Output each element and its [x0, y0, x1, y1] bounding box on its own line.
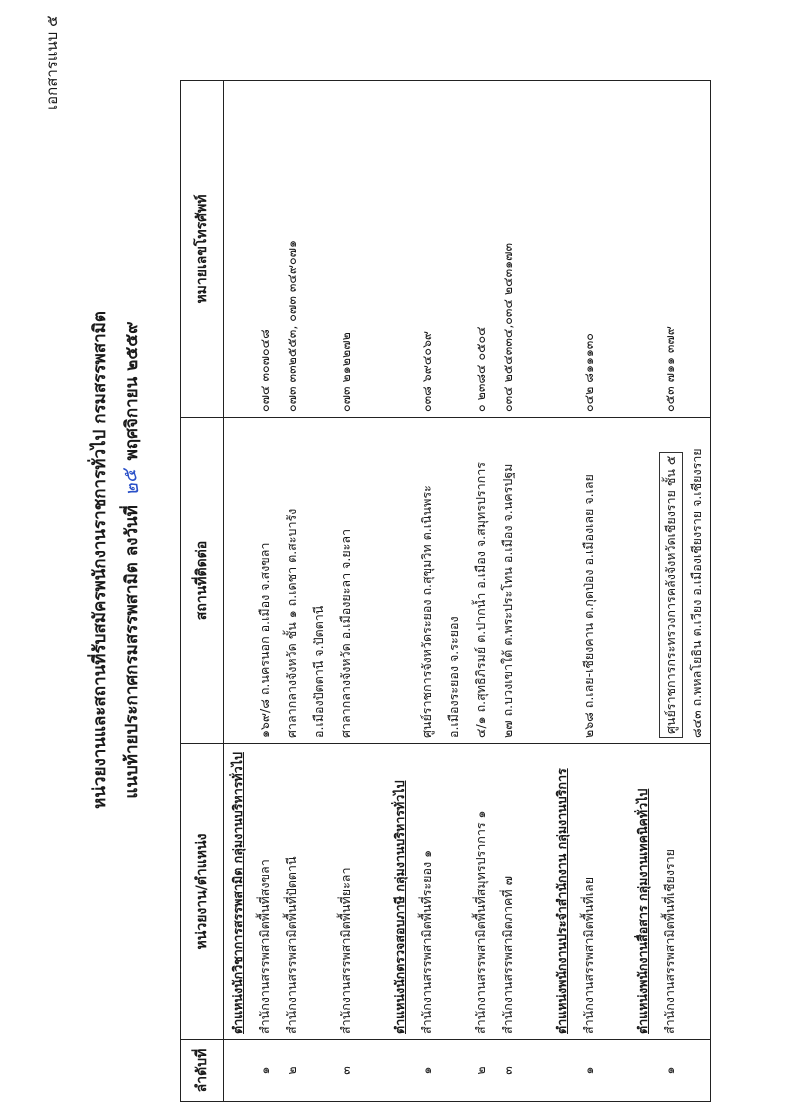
- header-address: สถานที่ติดต่อ: [181, 418, 224, 744]
- address-line: ๑๖๙/๘ ถ.นครนอก อ.เมือง จ.สงขลา: [257, 542, 272, 738]
- row-no: ๑: [419, 1066, 434, 1075]
- row-no: ๓: [338, 1066, 353, 1075]
- handwritten-day: ๒๕: [118, 467, 144, 498]
- unit-name: สำนักงานสรรพสามิตพื้นที่เลย: [581, 876, 596, 1034]
- section-title: ตำแหน่งพนักงานประจำสำนักงาน กลุ่มงานบริการ: [554, 768, 569, 1034]
- phone-number: ๐๗๓ ๒๑๒๒๗๒: [338, 332, 353, 412]
- unit-name: สำนักงานสรรพสามิตพื้นที่ยะลา: [338, 867, 353, 1034]
- row-no: ๑: [257, 1066, 272, 1075]
- row-no: ๓: [500, 1066, 515, 1075]
- address-line: ศาลากลางจังหวัด อ.เมืองยะลา จ.ยะลา: [338, 528, 353, 738]
- unit-name: สำนักงานสรรพสามิตพื้นที่ระยอง ๑: [419, 849, 434, 1034]
- address-line: อ.เมืองปัตตานี จ.ปัตตานี: [311, 605, 326, 738]
- phone-number: ๐๓๔ ๒๕๔๓๓๔,๐๓๔ ๒๔๓๑๗๓: [500, 242, 515, 412]
- recruitment-table: [180, 80, 711, 1102]
- subtitle-suffix: พฤศจิกายน ๒๕๕๙: [122, 321, 142, 461]
- address-line: ๒๖๘ ถ.เลย-เชียงคาน ต.กุดป่อง อ.เมืองเลย จ.เลย: [581, 474, 596, 738]
- unit-name: สำนักงานสรรพสามิตพื้นที่สงขลา: [257, 859, 272, 1034]
- phone-number: ๐ ๒๓๘๔ ๐๕๐๔: [473, 326, 488, 412]
- header-no: ลำดับที่: [181, 1040, 224, 1102]
- phone-number: ๐๕๓ ๗๑๑ ๓๗๙: [662, 326, 677, 412]
- attachment-tag: เอกสารแนบ ๕: [43, 15, 61, 110]
- phone-number: ๐๗๔ ๓๐๗๐๔๘: [257, 329, 272, 412]
- unit-name: สำนักงานสรรพสามิตพื้นที่เชียงราย: [662, 849, 677, 1034]
- address-line: ศูนย์ราชการกระทรวงการคลังจังหวัดเชียงราย ชั้น ๕: [659, 452, 683, 738]
- address-line: ๔/๑ ถ.สุทธิภิรมย์ ต.ปากน้ำ อ.เมือง จ.สมุทรปราการ: [473, 462, 488, 738]
- no-column: [224, 1040, 711, 1102]
- address-line: ๒๗ ถ.บวงเขาใต้ ต.พระประโทน อ.เมือง จ.นครปฐม: [500, 463, 515, 738]
- phone-number: ๐๔๒ ๘๑๑๑๓๐: [581, 333, 596, 412]
- address-line: ๘๔๓ ถ.พหลโยธิน ต.เวียง อ.เมืองเชียงราย จ.เชียงราย: [689, 448, 704, 738]
- subtitle-prefix: แนบท้ายประกาศกรมสรรพสามิต ลงวันที่: [122, 505, 142, 799]
- table-body-row: [224, 81, 711, 1102]
- row-no: ๑: [662, 1066, 677, 1075]
- section-title: ตำแหน่งนักตรวจสอบภาษี กลุ่มงานบริหารทั่วไป: [392, 780, 407, 1034]
- header-unit: หน่วยงาน/ตำแหน่ง: [181, 744, 224, 1040]
- address-line: ศาลากลางจังหวัด ชั้น ๑ ถ.เดชา ต.สะบารัง: [284, 508, 299, 738]
- document-title: หน่วยงานและสถานที่รับสมัครพนักงานราชการทั่วไป กรมสรรพสามิต: [90, 311, 110, 809]
- header-phone: หมายเลขโทรศัพท์: [181, 81, 224, 418]
- phone-column: [224, 81, 711, 418]
- row-no: ๑: [581, 1066, 596, 1075]
- table-header-row: [181, 81, 224, 1102]
- section-title: ตำแหน่งนักวิชาการสรรพสามิต กลุ่มงานบริหารทั่วไป: [230, 752, 245, 1034]
- address-line: อ.เมืองระยอง จ.ระยอง: [446, 616, 461, 738]
- unit-name: สำนักงานสรรพสามิตภาคที่ ๗: [500, 876, 515, 1034]
- section-title: ตำแหน่งพนักงานสื่อสาร กลุ่มงานเทคนิคทั่วไป: [635, 788, 650, 1034]
- unit-column: [224, 744, 711, 1040]
- unit-name: สำนักงานสรรพสามิตพื้นที่สมุทรปราการ ๑: [473, 810, 488, 1034]
- phone-number: ๐๓๘ ๖๙๔๐๖๙: [419, 330, 434, 412]
- address-line: ศูนย์ราชการจังหวัดระยอง ถ.สุขุมวิท ต.เนินพระ: [419, 485, 434, 738]
- address-column: [224, 418, 711, 744]
- row-no: ๒: [473, 1066, 488, 1075]
- phone-number: ๐๗๓ ๓๓๒๕๕๓, ๐๗๓ ๓๔๙๐๗๑: [284, 240, 299, 412]
- row-no: ๒: [284, 1066, 299, 1075]
- document-subtitle: [116, 0, 146, 1120]
- unit-name: สำนักงานสรรพสามิตพื้นที่ปัตตานี: [284, 856, 299, 1034]
